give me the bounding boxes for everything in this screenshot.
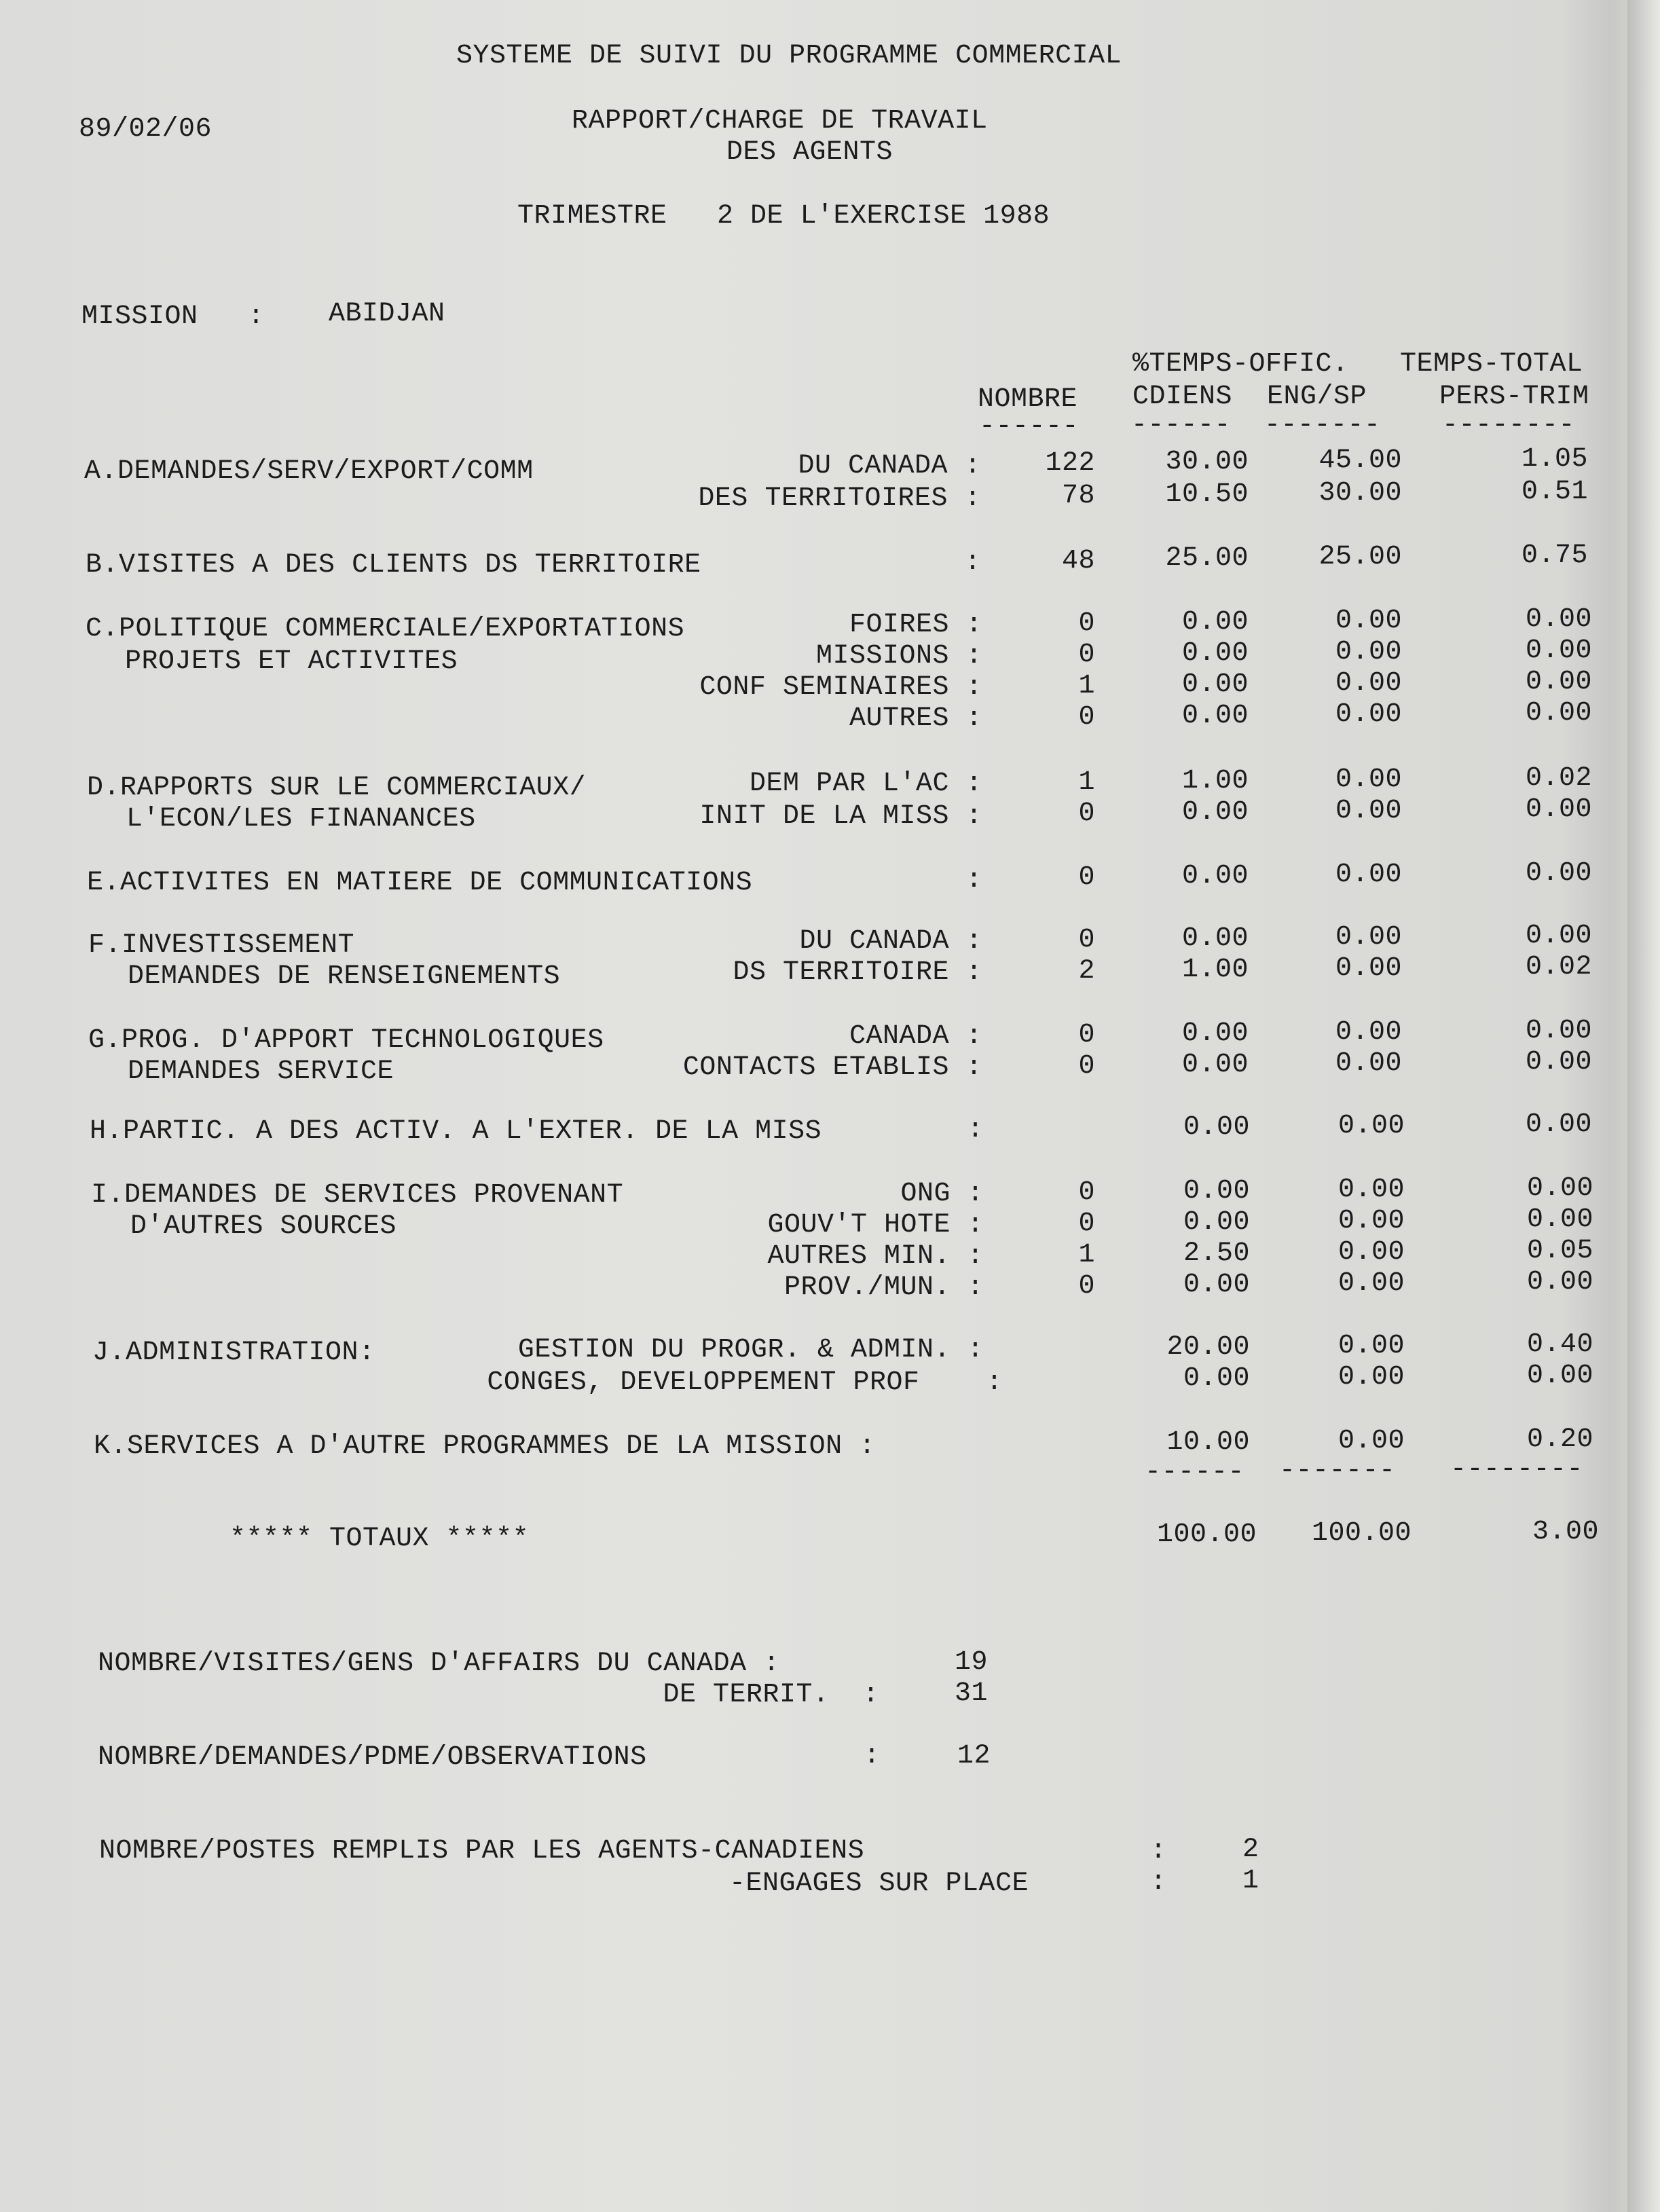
- section-f-sub-2: DS TERRITOIRE :: [733, 957, 982, 988]
- section-a-nombre-1: 122: [1045, 448, 1095, 479]
- quarter-line: TRIMESTRE 2 DE L'EXERCISE 1988: [517, 201, 1050, 232]
- section-c-perstrim-2: 0.00: [1525, 635, 1592, 666]
- section-c-engsp-2: 0.00: [1335, 637, 1402, 667]
- col-nombre-header: NOMBRE: [978, 384, 1078, 415]
- col-engsp-rule: -------: [1264, 410, 1381, 441]
- section-c-title-2: PROJETS ET ACTIVITES: [125, 646, 458, 677]
- section-g-nombre-2: 0: [1078, 1051, 1095, 1082]
- section-h-perstrim-1: 0.00: [1525, 1109, 1592, 1140]
- engages-label: -ENGAGES SUR PLACE: [729, 1868, 1029, 1899]
- section-i-sub-3: AUTRES MIN. :: [767, 1241, 984, 1272]
- section-i-perstrim-2: 0.00: [1526, 1204, 1593, 1235]
- totals-cdiens: 100.00: [1156, 1519, 1257, 1550]
- section-d-perstrim-1: 0.02: [1525, 763, 1592, 794]
- section-b-sub-1: :: [964, 547, 981, 578]
- section-g-cdiens-1: 0.00: [1181, 1018, 1249, 1049]
- totals-engsp-rule: -------: [1279, 1456, 1396, 1486]
- section-a-perstrim-1: 1.05: [1521, 444, 1588, 475]
- visits-canada-value: 19: [955, 1647, 989, 1678]
- section-i-nombre-2: 0: [1078, 1209, 1095, 1239]
- section-i-perstrim-1: 0.00: [1526, 1173, 1593, 1204]
- section-b-cdiens-1: 25.00: [1165, 543, 1249, 574]
- section-b-engsp-1: 25.00: [1318, 542, 1402, 572]
- section-a-perstrim-2: 0.51: [1521, 477, 1588, 507]
- section-h-sub-1: :: [967, 1115, 984, 1145]
- col-cdiens-rule: ------: [1131, 410, 1232, 441]
- section-c-engsp-4: 0.00: [1335, 699, 1402, 730]
- section-c-cdiens-2: 0.00: [1181, 638, 1249, 669]
- section-h-title: H.PARTIC. A DES ACTIV. A L'EXTER. DE LA MISS: [90, 1116, 822, 1147]
- totals-perstrim: 3.00: [1532, 1517, 1599, 1547]
- section-a-nombre-2: 78: [1061, 481, 1095, 511]
- section-k-perstrim-1: 0.20: [1526, 1424, 1593, 1455]
- section-j-cdiens-1: 20.00: [1166, 1332, 1250, 1363]
- section-c-cdiens-4: 0.00: [1181, 701, 1249, 731]
- section-i-perstrim-4: 0.00: [1526, 1267, 1593, 1297]
- section-i-cdiens-1: 0.00: [1183, 1176, 1250, 1206]
- demandes-value: 12: [957, 1741, 991, 1771]
- section-g-engsp-2: 0.00: [1335, 1048, 1402, 1079]
- section-j-perstrim-1: 0.40: [1526, 1329, 1593, 1360]
- section-a-cdiens-2: 10.50: [1165, 479, 1249, 510]
- section-d-nombre-2: 0: [1078, 798, 1095, 829]
- section-i-title: I.DEMANDES DE SERVICES PROVENANT: [91, 1180, 624, 1211]
- section-c-sub-1: FOIRES :: [849, 610, 982, 640]
- section-e-perstrim-1: 0.00: [1525, 858, 1592, 889]
- section-a-sub-2: DES TERRITOIRES :: [698, 483, 981, 514]
- section-i-engsp-4: 0.00: [1338, 1268, 1405, 1299]
- section-e-title: E.ACTIVITES EN MATIERE DE COMMUNICATIONS: [87, 868, 753, 898]
- section-c-nombre-1: 0: [1078, 608, 1095, 639]
- section-j-perstrim-2: 0.00: [1526, 1361, 1593, 1391]
- section-c-sub-2: MISSIONS :: [815, 641, 982, 671]
- section-e-cdiens-1: 0.00: [1181, 861, 1249, 891]
- section-g-perstrim-2: 0.00: [1525, 1047, 1592, 1077]
- report-title-line1: RAPPORT/CHARGE DE TRAVAIL: [572, 106, 988, 136]
- col-perstrim-header: PERS-TRIM: [1439, 382, 1589, 412]
- total-time-header: TEMPS-TOTAL: [1400, 349, 1583, 380]
- section-f-title: F.INVESTISSEMENT: [88, 930, 355, 961]
- section-f-nombre-1: 0: [1078, 925, 1095, 955]
- section-j-title: J.ADMINISTRATION:: [92, 1338, 375, 1368]
- section-c-nombre-4: 0: [1078, 702, 1095, 733]
- section-f-title-2: DEMANDES DE RENSEIGNEMENTS: [128, 961, 561, 992]
- postes-colon: :: [1150, 1836, 1167, 1866]
- section-g-title: G.PROG. D'APPORT TECHNOLOGIQUES: [88, 1025, 604, 1056]
- section-e-nombre-1: 0: [1078, 862, 1095, 893]
- section-g-engsp-1: 0.00: [1335, 1017, 1402, 1048]
- section-f-sub-1: DU CANADA :: [799, 926, 982, 957]
- section-c-sub-4: AUTRES :: [849, 703, 982, 734]
- col-nombre-rule: ------: [979, 411, 1080, 442]
- section-h-engsp-1: 0.00: [1338, 1111, 1405, 1141]
- section-f-cdiens-1: 0.00: [1181, 923, 1249, 954]
- section-k-engsp-1: 0.00: [1338, 1426, 1405, 1456]
- section-d-perstrim-2: 0.00: [1525, 794, 1592, 825]
- section-g-sub-1: CANADA :: [849, 1021, 982, 1052]
- report-date: 89/02/06: [79, 114, 213, 145]
- section-f-engsp-2: 0.00: [1335, 953, 1402, 984]
- section-c-perstrim-3: 0.00: [1525, 667, 1592, 697]
- section-j-engsp-2: 0.00: [1338, 1362, 1405, 1393]
- section-g-sub-2: CONTACTS ETABLIS :: [682, 1052, 982, 1083]
- report-title-line2: DES AGENTS: [726, 137, 893, 168]
- col-engsp-header: ENG/SP: [1267, 382, 1367, 412]
- section-f-engsp-1: 0.00: [1335, 922, 1402, 953]
- section-i-sub-4: PROV./MUN. :: [783, 1272, 984, 1303]
- totals-perstrim-rule: --------: [1450, 1454, 1584, 1485]
- section-c-engsp-1: 0.00: [1335, 606, 1402, 636]
- mission-value: ABIDJAN: [329, 299, 445, 329]
- section-k-title: K.SERVICES A D'AUTRE PROGRAMMES DE LA MISSION :: [94, 1431, 876, 1462]
- section-j-cdiens-2: 0.00: [1183, 1363, 1250, 1394]
- section-a-cdiens-1: 30.00: [1165, 447, 1249, 477]
- section-f-perstrim-1: 0.00: [1525, 921, 1592, 951]
- section-i-title-2: D'AUTRES SOURCES: [130, 1211, 397, 1242]
- section-i-cdiens-4: 0.00: [1183, 1270, 1250, 1300]
- section-c-cdiens-3: 0.00: [1181, 669, 1249, 700]
- section-d-nombre-1: 1: [1078, 767, 1095, 798]
- section-j-engsp-1: 0.00: [1338, 1331, 1405, 1361]
- section-d-title-2: L'ECON/LES FINANANCES: [126, 804, 476, 834]
- section-b-title: B.VISITES A DES CLIENTS DS TERRITOIRE: [86, 550, 701, 580]
- section-f-nombre-2: 2: [1078, 956, 1095, 987]
- section-i-nombre-4: 0: [1078, 1271, 1095, 1302]
- section-i-perstrim-3: 0.05: [1526, 1236, 1593, 1266]
- section-g-cdiens-2: 0.00: [1181, 1050, 1249, 1080]
- mission-label: MISSION :: [81, 301, 265, 332]
- section-a-engsp-1: 45.00: [1318, 445, 1402, 476]
- section-k-cdiens-1: 10.00: [1166, 1427, 1250, 1458]
- section-c-nombre-3: 1: [1078, 671, 1095, 701]
- page-edge-shadow: [1627, 0, 1660, 2212]
- section-c-engsp-3: 0.00: [1335, 668, 1402, 699]
- demandes-colon: :: [864, 1741, 881, 1771]
- section-i-nombre-3: 1: [1078, 1240, 1095, 1270]
- section-c-nombre-2: 0: [1078, 640, 1095, 670]
- section-a-sub-1: DU CANADA :: [798, 451, 981, 481]
- section-j-sub-1: GESTION DU PROGR. & ADMIN. :: [517, 1335, 984, 1365]
- engages-value: 1: [1242, 1866, 1259, 1896]
- section-d-engsp-1: 0.00: [1335, 764, 1402, 795]
- visits-territ-label: DE TERRIT. :: [663, 1680, 879, 1710]
- totals-engsp: 100.00: [1311, 1518, 1412, 1549]
- section-c-sub-3: CONF SEMINAIRES :: [699, 672, 982, 703]
- pct-time-header: %TEMPS-OFFIC.: [1132, 349, 1349, 380]
- section-d-cdiens-1: 1.00: [1181, 766, 1249, 796]
- section-i-cdiens-2: 0.00: [1183, 1207, 1250, 1238]
- col-perstrim-rule: --------: [1442, 410, 1576, 441]
- postes-label: NOMBRE/POSTES REMPLIS PAR LES AGENTS-CANADIENS: [99, 1836, 865, 1866]
- postes-cdn-value: 2: [1242, 1835, 1259, 1865]
- engages-colon: :: [1150, 1867, 1167, 1898]
- section-c-perstrim-4: 0.00: [1525, 698, 1592, 729]
- section-d-sub-2: INIT DE LA MISS :: [699, 801, 982, 832]
- section-i-cdiens-3: 2.50: [1183, 1238, 1250, 1269]
- section-f-perstrim-2: 0.02: [1525, 952, 1592, 982]
- section-b-nombre-1: 48: [1061, 546, 1095, 576]
- section-j-sub-2: CONGES, DEVELOPPEMENT PROF :: [487, 1367, 1003, 1398]
- section-b-perstrim-1: 0.75: [1521, 540, 1588, 571]
- section-g-nombre-1: 0: [1078, 1020, 1095, 1050]
- totals-cdiens-rule: ------: [1145, 1457, 1245, 1488]
- section-i-sub-2: GOUV'T HOTE :: [767, 1210, 984, 1240]
- section-g-perstrim-1: 0.00: [1525, 1016, 1592, 1046]
- section-d-sub-1: DEM PAR L'AC :: [749, 769, 982, 799]
- section-d-cdiens-2: 0.00: [1181, 797, 1249, 828]
- section-a-engsp-2: 30.00: [1318, 478, 1402, 509]
- section-i-engsp-1: 0.00: [1338, 1175, 1405, 1205]
- section-c-perstrim-1: 0.00: [1525, 604, 1592, 635]
- section-i-engsp-2: 0.00: [1338, 1206, 1405, 1236]
- system-title: SYSTEME DE SUIVI DU PROGRAMME COMMERCIAL: [456, 41, 1122, 71]
- section-f-cdiens-2: 1.00: [1181, 955, 1249, 985]
- section-c-title: C.POLITIQUE COMMERCIALE/EXPORTATIONS: [86, 614, 685, 644]
- section-i-engsp-3: 0.00: [1338, 1237, 1405, 1268]
- section-d-title: D.RAPPORTS SUR LE COMMERCIAUX/: [87, 773, 587, 803]
- visits-label: NOMBRE/VISITES/GENS D'AFFAIRS DU CANADA :: [98, 1648, 780, 1679]
- section-h-cdiens-1: 0.00: [1183, 1112, 1250, 1143]
- totals-label: ***** TOTAUX *****: [229, 1524, 530, 1554]
- visits-territ-value: 31: [955, 1678, 989, 1709]
- demandes-label: NOMBRE/DEMANDES/PDME/OBSERVATIONS: [98, 1742, 647, 1773]
- section-d-engsp-2: 0.00: [1335, 796, 1402, 826]
- section-e-sub-1: :: [965, 865, 982, 896]
- section-e-engsp-1: 0.00: [1335, 860, 1402, 890]
- section-c-cdiens-1: 0.00: [1181, 607, 1249, 638]
- section-i-sub-1: ONG :: [900, 1179, 984, 1209]
- section-a-title: A.DEMANDES/SERV/EXPORT/COMM: [84, 456, 534, 487]
- col-cdiens-header: CDIENS: [1132, 382, 1233, 412]
- section-i-nombre-1: 0: [1078, 1177, 1095, 1208]
- section-g-title-2: DEMANDES SERVICE: [128, 1056, 394, 1087]
